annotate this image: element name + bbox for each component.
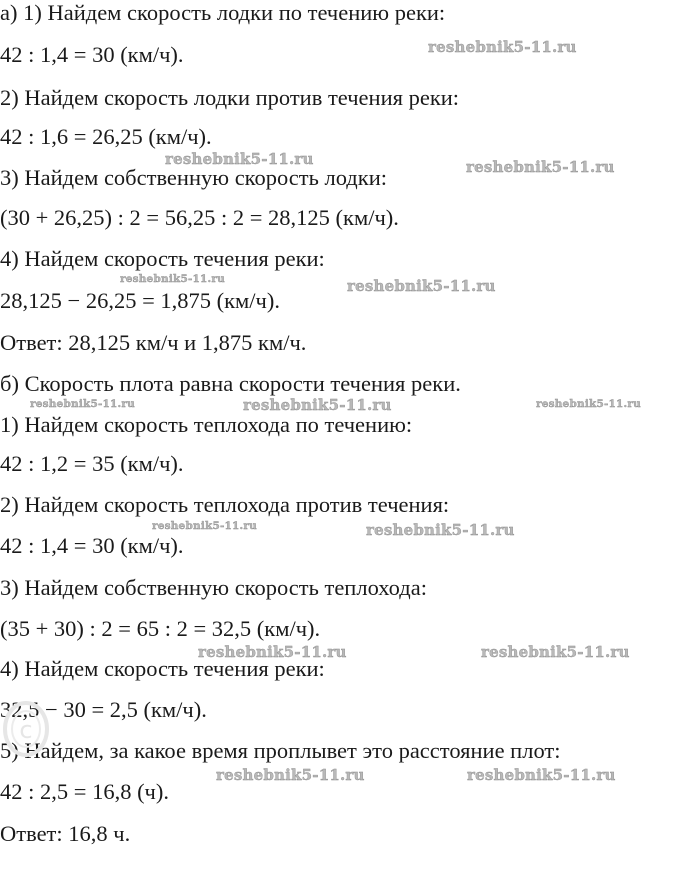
- watermark: reshebnik5-11.ru: [198, 643, 347, 661]
- watermark: reshebnik5-11.ru: [216, 766, 365, 784]
- text-line: (30 + 26,25) : 2 = 56,25 : 2 = 28,125 (км/ч).: [0, 205, 399, 230]
- watermark: reshebnik5-11.ru: [243, 396, 392, 414]
- watermark: reshebnik5-11.ru: [120, 273, 225, 285]
- text-line: Ответ: 16,8 ч.: [0, 821, 131, 846]
- text-line: б) Скорость плота равна скорости течения реки.: [0, 371, 461, 396]
- text-line: 32,5 − 30 = 2,5 (км/ч).: [0, 697, 207, 722]
- watermark: reshebnik5-11.ru: [366, 521, 515, 539]
- text-line: 28,125 − 26,25 = 1,875 (км/ч).: [0, 288, 280, 313]
- watermark: reshebnik5-11.ru: [536, 398, 641, 410]
- text-line: 42 : 1,6 = 26,25 (км/ч).: [0, 124, 212, 149]
- text-line: 42 : 1,4 = 30 (км/ч).: [0, 533, 184, 558]
- text-line: 3) Найдем собственную скорость лодки:: [0, 165, 387, 190]
- watermark: reshebnik5-11.ru: [481, 643, 630, 661]
- text-line: 42 : 1,2 = 35 (км/ч).: [0, 451, 184, 476]
- text-line: а) 1) Найдем скорость лодки по течению реки:: [0, 0, 446, 25]
- copyright-icon: [2, 700, 50, 758]
- text-line: 2) Найдем скорость лодки против течения реки:: [0, 85, 460, 110]
- text-line: 5) Найдем, за какое время проплывет это расстояние плот:: [0, 738, 561, 763]
- text-line: 1) Найдем скорость теплохода по течению:: [0, 412, 413, 437]
- text-line: 42 : 1,4 = 30 (км/ч).: [0, 42, 184, 67]
- text-line: 3) Найдем собственную скорость теплохода:: [0, 575, 427, 600]
- text-line: 4) Найдем скорость течения реки:: [0, 246, 325, 271]
- watermark: reshebnik5-11.ru: [30, 398, 135, 410]
- text-line: 42 : 2,5 = 16,8 (ч).: [0, 779, 169, 804]
- watermark: reshebnik5-11.ru: [152, 520, 257, 532]
- text-line: 2) Найдем скорость теплохода против течения:: [0, 492, 450, 517]
- watermark: reshebnik5-11.ru: [428, 38, 577, 56]
- text-line: 4) Найдем скорость течения реки:: [0, 656, 325, 681]
- watermark: reshebnik5-11.ru: [347, 277, 496, 295]
- text-line: (35 + 30) : 2 = 65 : 2 = 32,5 (км/ч).: [0, 616, 321, 641]
- watermark: reshebnik5-11.ru: [165, 150, 314, 168]
- watermark: reshebnik5-11.ru: [466, 158, 615, 176]
- svg-text:c: c: [19, 716, 33, 744]
- watermark: reshebnik5-11.ru: [467, 766, 616, 784]
- text-line: Ответ: 28,125 км/ч и 1,875 км/ч.: [0, 330, 307, 355]
